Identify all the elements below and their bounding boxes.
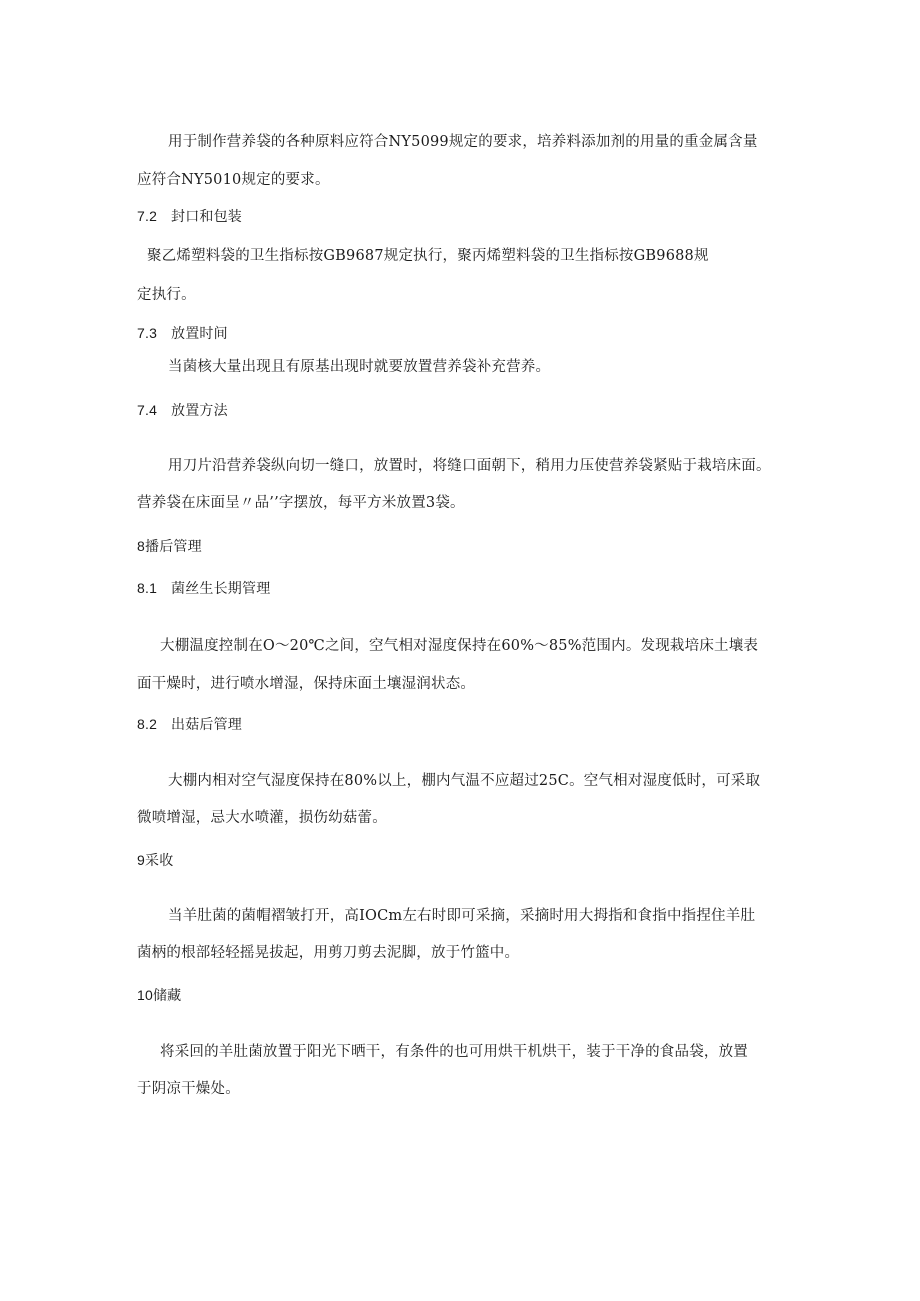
section-number: 10 [137, 987, 153, 1003]
paragraph-line: 微喷增湿，忌大水喷灌，损伤幼菇蕾。 [137, 810, 387, 826]
section-number: 7.4 [137, 402, 158, 418]
paragraph-line: 应符合NY5010规定的要求。 [137, 172, 330, 188]
section-heading-8-1 [137, 578, 270, 598]
section-heading-7-3 [137, 323, 228, 343]
section-title: 菌丝生长期管理 [171, 580, 271, 596]
section-heading-10 [137, 985, 181, 1005]
section-title: 放置时间 [171, 325, 228, 341]
section-number: 7.3 [137, 325, 158, 341]
section-heading-7-2 [137, 206, 242, 226]
paragraph-line: 聚乙烯塑料袋的卫生指标按GB9687规定执行，聚丙烯塑料袋的卫生指标按GB9688规 [147, 248, 709, 264]
paragraph-line: 大棚温度控制在O～20℃之间，空气相对湿度保持在60%～85%范围内。发现栽培床土壤表 [160, 638, 759, 654]
paragraph-line: 当菌核大量出现且有原基出现时就要放置营养袋补充营养。 [168, 359, 551, 375]
section-heading-7-4 [137, 400, 228, 420]
section-number: 8.1 [137, 580, 158, 596]
paragraph-line: 营养袋在床面呈〃品’’字摆放，每平方米放置3袋。 [137, 495, 465, 511]
section-title: 出菇后管理 [171, 716, 242, 732]
paragraph-line: 面干燥时，进行喷水增湿，保持床面土壤湿润状态。 [137, 676, 476, 692]
paragraph-line: 于阴凉干燥处。 [137, 1081, 240, 1097]
section-heading-9 [137, 850, 173, 870]
paragraph-line: 大棚内相对空气湿度保持在80%以上，棚内气温不应超过25C。空气相对湿度低时，可采取 [168, 773, 761, 789]
paragraph-line: 定执行。 [137, 287, 196, 303]
section-number: 8 [137, 538, 145, 554]
paragraph-line: 菌柄的根部轻轻摇晃拔起，用剪刀剪去泥脚，放于竹篮中。 [137, 945, 520, 961]
section-number: 9 [137, 852, 145, 868]
section-title: 储藏 [152, 987, 182, 1003]
section-number: 7.2 [137, 208, 158, 224]
section-title: 封口和包装 [171, 208, 242, 224]
paragraph-line: 将采回的羊肚菌放置于阳光下晒干，有条件的也可用烘干机烘干，装于干净的食品袋，放置 [160, 1044, 748, 1060]
paragraph-line: 用于制作营养袋的各种原料应符合NY5099规定的要求，培养料添加剂的用量的重金属含量 [168, 134, 758, 150]
section-heading-8 [137, 536, 202, 556]
paragraph-line: 用刀片沿营养袋纵向切一缝口，放置时，将缝口面朝下，稍用力压使营养袋紧贴于栽培床面。 [168, 458, 771, 474]
paragraph-line: 当羊肚菌的菌帽褶皱打开，高IOCm左右时即可采摘，采摘时用大拇指和食指中指捏住羊肚 [168, 908, 756, 924]
section-title: 采收 [145, 852, 174, 868]
section-title: 播后管理 [145, 538, 202, 554]
section-heading-8-2 [137, 714, 242, 734]
section-number: 8.2 [137, 716, 158, 732]
section-title: 放置方法 [171, 402, 228, 418]
